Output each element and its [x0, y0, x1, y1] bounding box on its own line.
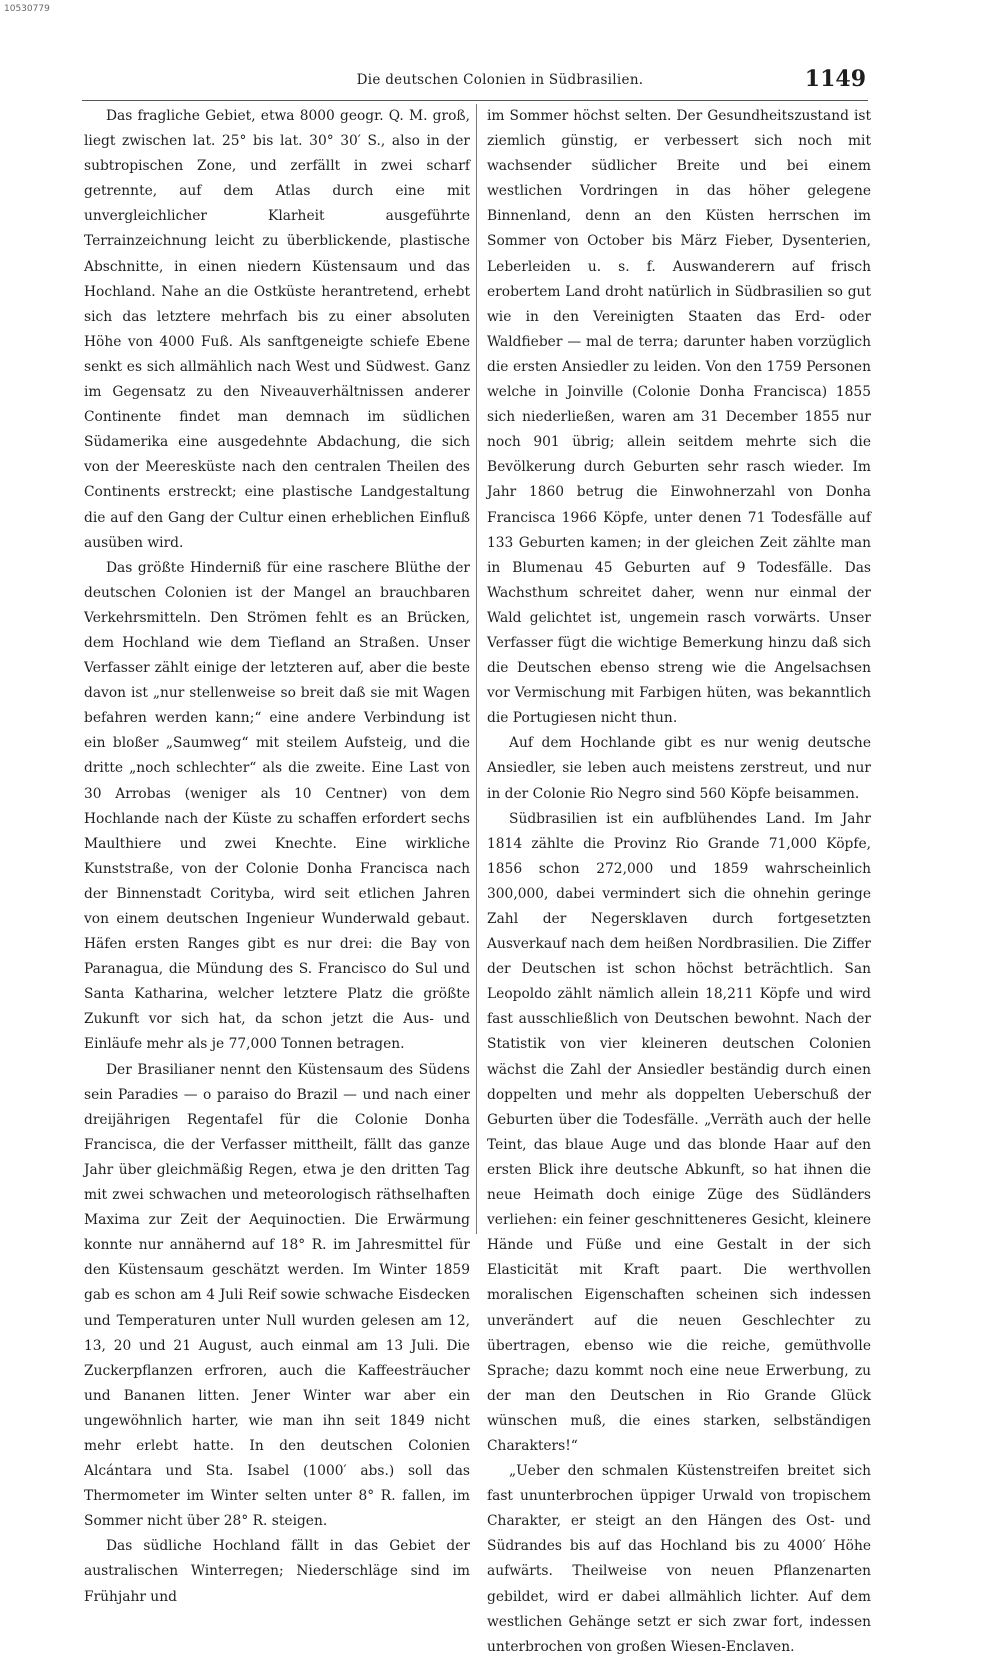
- paragraph: Auf dem Hochlande gibt es nur wenig deutsche Ansiedler, sie leben auch meistens zerstreut, und nur in der Colonie Rio Negro sind 560 Köpfe beisammen.: [487, 735, 871, 802]
- paragraph: im Sommer höchst selten. Der Gesundheitszustand ist ziemlich günstig, er verbessert sich noch mit wachsender südlicher Breite und bei einem westlichen Vordringen in das höher gelegene Binnenland, denn an den Küsten herrschen im Sommer von October bis März Fieber, Dysenterien, Leberleiden u. s. f. Auswanderern auf frisch erobertem Land droht natürlich in Südbrasilien so gut wie in den Vereinigten Staaten das Erd- oder Waldfieber — mal de terra; darunter haben vorzüglich die ersten Ansiedler zu leiden. Von den 1759 Personen welche in Joinville (Colonie Donha Francisca) 1855 sich niederließen, waren am 31 December 1855 nur noch 901 übrig; allein seitdem mehrte sich die Bevölkerung durch Geburten sehr rasch wieder. Im Jahr 1860 betrug die Einwohnerzahl von Donha Francisca 1966 Köpfe, unter denen 71 Todesfälle auf 133 Geburten kamen; in der gleichen Zeit zählte man in Blumenau 45 Geburten auf 9 Todesfälle. Das Wachsthum schreitet daher, wenn nur einmal der Wald gelichtet ist, ungemein rasch vorwärts. Unser Verfasser fügt die wichtige Bemerkung hinzu daß sich die Deutschen ebenso streng wie die Angelsachsen vor Vermischung mit Farbigen hüten, was bekanntlich die Portugiesen nicht thun.: [487, 108, 871, 727]
- column-divider: [476, 104, 477, 1234]
- left-column: [84, 104, 470, 1610]
- paragraph: „Ueber den schmalen Küstenstreifen breitet sich fast ununterbrochen üppiger Urwald von tropischem Charakter, er steigt an den Hängen des Ost- und Südrandes bis auf das Hochland bis zu 4000′ Höhe aufwärts. Theilweise von neuen Pflanzenarten gebildet, wird er dabei allmählich lichter. Auf dem westlichen Gehänge setzt er sich zwar fort, indessen unterbrochen von großen Wiesen-Enclaven.: [487, 1463, 871, 1655]
- paragraph: Südbrasilien ist ein aufblühendes Land. Im Jahr 1814 zählte die Provinz Rio Grande 71,000 Köpfe, 1856 schon 272,000 und 1859 wahrscheinlich 300,000, dabei vermindert sich die ohnehin geringe Zahl der Negersklaven durch fortgesetzten Ausverkauf nach dem heißen Nordbrasilien. Die Ziffer der Deutschen ist schon höchst beträchtlich. San Leopoldo zählt nämlich allein 18,211 Köpfe und wird fast ausschließlich von Deutschen bewohnt. Nach der Statistik von vier kleineren deutschen Colonien wächst die Zahl der Ansiedler beständig durch einen doppelten und mehr als doppelten Ueberschuß der Geburten über die Todesfälle. „Verräth auch der helle Teint, das blaue Auge und das blonde Haar auf den ersten Blick ihre deutsche Abkunft, so hat ihnen die neue Heimath doch einige Züge des Südländers verliehen: ein feiner geschnitteneres Gesicht, kleinere Hände und Füße und eine Gestalt in der sich Elasticität mit Kraft paart. Die werthvollen moralischen Eigenschaften scheinen sich indessen unverändert auf die neuen Geschlechter zu übertragen, ebenso wie die reiche, gemüthvolle Sprache; dazu kommt noch eine neue Erwerbung, zu der man den Deutschen in Rio Grande Glück wünschen muß, die eines starken, selbständigen Charakters!“: [487, 810, 871, 1454]
- paragraph: Das größte Hinderniß für eine raschere Blüthe der deutschen Colonien ist der Mangel an brauchbaren Verkehrsmitteln. Den Strömen fehlt es an Brücken, dem Hochland wie dem Tiefland an Straßen. Unser Verfasser zählt einige der letzteren auf, aber die beste davon ist „nur stellenweise so breit daß sie mit Wagen befahren werden kann;“ eine andere Verbindung ist ein bloßer „Saumweg“ mit steilem Aufsteig, und die dritte „noch schlechter“ als die zweite. Eine Last von 30 Arrobas (weniger als 10 Centner) von dem Hochlande nach der Küste zu schaffen erfordert sechs Maulthiere und zwei Knechte. Eine wirkliche Kunststraße, von der Colonie Donha Francisca nach der Binnenstadt Corityba, wird seit etlichen Jahren von einem deutschen Ingenieur Wunderwald gebaut. Häfen ersten Ranges gibt es nur drei: die Bay von Paranagua, die Mündung des S. Francisco do Sul und Santa Katharina, welcher letztere Platz die größte Zukunft vor sich hat, da schon jetzt die Aus- und Einläufe mehr als je 77,000 Tonnen betragen.: [84, 559, 470, 1053]
- paragraph: Das südliche Hochland fällt in das Gebiet der australischen Winterregen; Niederschläge sind im Frühjahr und: [84, 1538, 470, 1605]
- header-rule: [82, 100, 868, 101]
- paragraph: Der Brasilianer nennt den Küstensaum des Südens sein Paradies — o paraiso do Brazil — und nach einer dreijährigen Regentafel für die Colonie Donha Francisca, die der Verfasser mittheilt, fällt das ganze Jahr über gleichmäßig Regen, etwa je den dritten Tag mit zwei schwachen und meteorologisch räthselhaften Maxima zur Zeit der Aequinoctien. Die Erwärmung konnte nur annähernd auf 18° R. im Jahresmittel für den Küstensaum geschätzt werden. Im Winter 1859 gab es schon am 4 Juli Reif sowie schwache Eisdecken und Temperaturen unter Null wurden gelesen am 12, 13, 20 und 21 August, auch einmal am 13 Juli. Die Zuckerpflanzen erfroren, auch die Kaffeesträucher und Bananen litten. Jener Winter war aber ein ungewöhnlich harter, wie man ihn seit 1849 nicht mehr erlebt hatte. In den deutschen Colonien Alcántara und Sta. Isabel (1000′ abs.) soll das Thermometer im Winter selten unter 8° R. fallen, im Sommer nicht über 28° R. steigen.: [84, 1061, 470, 1530]
- running-head: Die deutschen Colonien in Südbrasilien.: [356, 72, 644, 88]
- right-column: [487, 104, 871, 1660]
- paragraph: Das fragliche Gebiet, etwa 8000 geogr. Q. M. groß, liegt zwischen lat. 25° bis lat. 30° 30′ S., also in der subtropischen Zone, und zerfällt in zwei scharf getrennte, auf dem Atlas durch eine mit unvergleichlicher Klarheit ausgeführte Terrainzeichnung leicht zu überblickende, plastische Abschnitte, in einen niedern Küstensaum und das Hochland. Nahe an die Ostküste herantretend, erhebt sich das letztere mehrfach bis zu einer absoluten Höhe von 4000 Fuß. Als sanftgeneigte schiefe Ebene senkt es sich allmählich nach West und Südwest. Ganz im Gegensatz zu den Niveauverhältnissen anderer Continente findet man demnach im südlichen Südamerika eine ausgedehnte Abdachung, die sich von der Meeresküste nach den centralen Theilen des Continents erstreckt; eine plastische Landgestaltung die auf den Gang der Cultur einen erheblichen Einfluß ausüben wird.: [84, 108, 470, 551]
- page-number: 1149: [804, 66, 866, 92]
- scan-id: 10530779: [4, 4, 50, 14]
